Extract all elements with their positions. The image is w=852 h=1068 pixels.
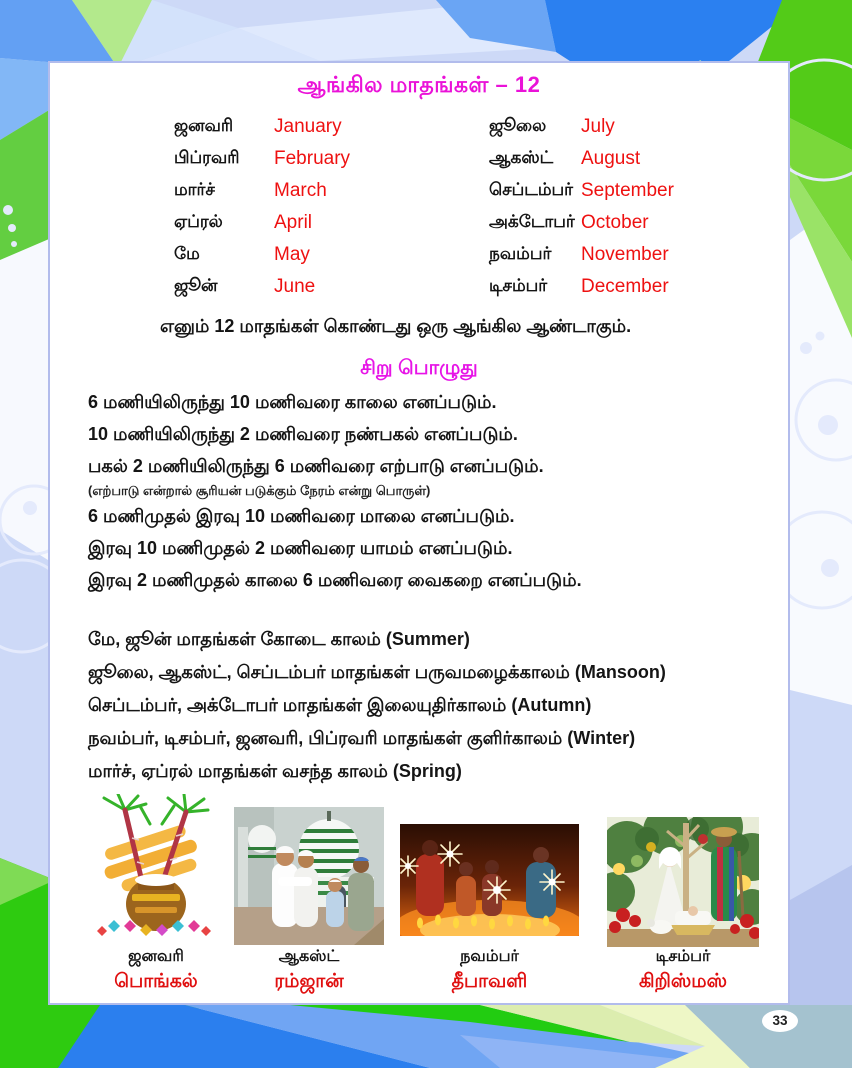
season-line: மே, ஜூன் மாதங்கள் கோடை காலம் (Summer) bbox=[88, 629, 470, 649]
christmas-image bbox=[607, 817, 759, 947]
month-english: April bbox=[274, 212, 313, 233]
month-tamil: டிசம்பர் bbox=[489, 276, 548, 295]
month-english: May bbox=[274, 244, 310, 265]
page-title: ஆங்கில மாதங்கள் – 12 bbox=[297, 72, 541, 97]
christmas-photo bbox=[607, 817, 759, 947]
month-english: February bbox=[274, 148, 351, 169]
season-line: செப்டம்பர், அக்டோபர் மாதங்கள் இலையுதிர்காலம் (Autumn) bbox=[88, 695, 592, 715]
months-summary-sentence: எனும் 12 மாதங்கள் கொண்டது ஒரு ஆங்கில ஆண்டாகும். bbox=[160, 316, 632, 336]
month-tamil: பிப்ரவரி bbox=[174, 148, 240, 167]
month-english: September bbox=[581, 180, 674, 201]
season-line: நவம்பர், டிசம்பர், ஜனவரி, பிப்ரவரி மாதங்கள் குளிர்காலம் (Winter) bbox=[88, 728, 636, 748]
ramzan-image bbox=[234, 807, 384, 945]
festival-name: பொங்கல் bbox=[114, 971, 198, 992]
month-english: December bbox=[581, 276, 669, 297]
section-heading: சிறு பொழுது bbox=[360, 357, 478, 379]
months-table bbox=[174, 111, 674, 303]
month-tamil: மார்ச் bbox=[174, 180, 215, 199]
month-tamil: நவம்பர் bbox=[489, 244, 552, 263]
month-tamil: ஜூலை bbox=[489, 116, 547, 135]
festival-name: கிறிஸ்மஸ் bbox=[638, 971, 728, 992]
sugarcane-leaves bbox=[104, 794, 208, 824]
month-tamil: மே bbox=[174, 244, 200, 263]
month-tamil: அக்டோபர் bbox=[489, 212, 575, 231]
ramzan-photo bbox=[234, 807, 384, 945]
month-english: June bbox=[274, 276, 316, 297]
time-line: இரவு 2 மணிமுதல் காலை 6 மணிவரை வைகறை எனப்படும். bbox=[88, 570, 582, 590]
content-panel bbox=[48, 61, 790, 1005]
month-tamil: ஏப்ரல் bbox=[174, 212, 223, 231]
month-tamil: ஆகஸ்ட் bbox=[489, 148, 554, 167]
month-english: January bbox=[274, 116, 342, 137]
festival-name: ரம்ஜான் bbox=[274, 971, 344, 992]
month-tamil: செப்டம்பர் bbox=[489, 180, 574, 199]
time-line: 6 மணியிலிருந்து 10 மணிவரை காலை எனப்படும். bbox=[88, 392, 497, 412]
month-tamil: ஜனவரி bbox=[174, 116, 234, 135]
time-line: இரவு 10 மணிமுதல் 2 மணிவரை யாமம் எனப்படும். bbox=[88, 538, 513, 558]
festival-month: நவம்பர் bbox=[460, 948, 519, 965]
deepavali-image bbox=[400, 824, 579, 936]
festival-month: ஆகஸ்ட் bbox=[278, 948, 340, 965]
month-english: July bbox=[581, 116, 615, 137]
pongal-image bbox=[92, 794, 220, 940]
pongal-illustration bbox=[92, 794, 220, 940]
month-tamil: ஜூன் bbox=[174, 276, 218, 295]
season-line: ஜூலை, ஆகஸ்ட், செப்டம்பர் மாதங்கள் பருவமழைக்காலம் (Mansoon) bbox=[88, 662, 666, 682]
month-english: March bbox=[274, 180, 327, 201]
page-number-badge: 33 bbox=[762, 1010, 798, 1032]
festival-name: தீபாவளி bbox=[451, 971, 528, 992]
season-line: மார்ச், ஏப்ரல் மாதங்கள் வசந்த காலம் (Spring) bbox=[88, 761, 462, 781]
time-line: பகல் 2 மணியிலிருந்து 6 மணிவரை எற்பாடு எனப்படும். bbox=[88, 456, 544, 476]
month-english: October bbox=[581, 212, 649, 233]
festival-month: டிசம்பர் bbox=[655, 948, 711, 965]
month-english: August bbox=[581, 148, 641, 169]
festival-month: ஜனவரி bbox=[128, 948, 184, 965]
time-note: (எற்பாடு என்றால் சூரியன் படுக்கும் நேரம் என்று பொருள்) bbox=[88, 483, 431, 498]
small-boy bbox=[326, 878, 344, 927]
time-line: 10 மணியிலிருந்து 2 மணிவரை நண்பகல் எனப்படும். bbox=[88, 424, 518, 444]
month-english: November bbox=[581, 244, 669, 265]
deepavali-photo bbox=[400, 824, 579, 936]
time-line: 6 மணிமுதல் இரவு 10 மணிவரை மாலை எனப்படும். bbox=[88, 506, 515, 526]
